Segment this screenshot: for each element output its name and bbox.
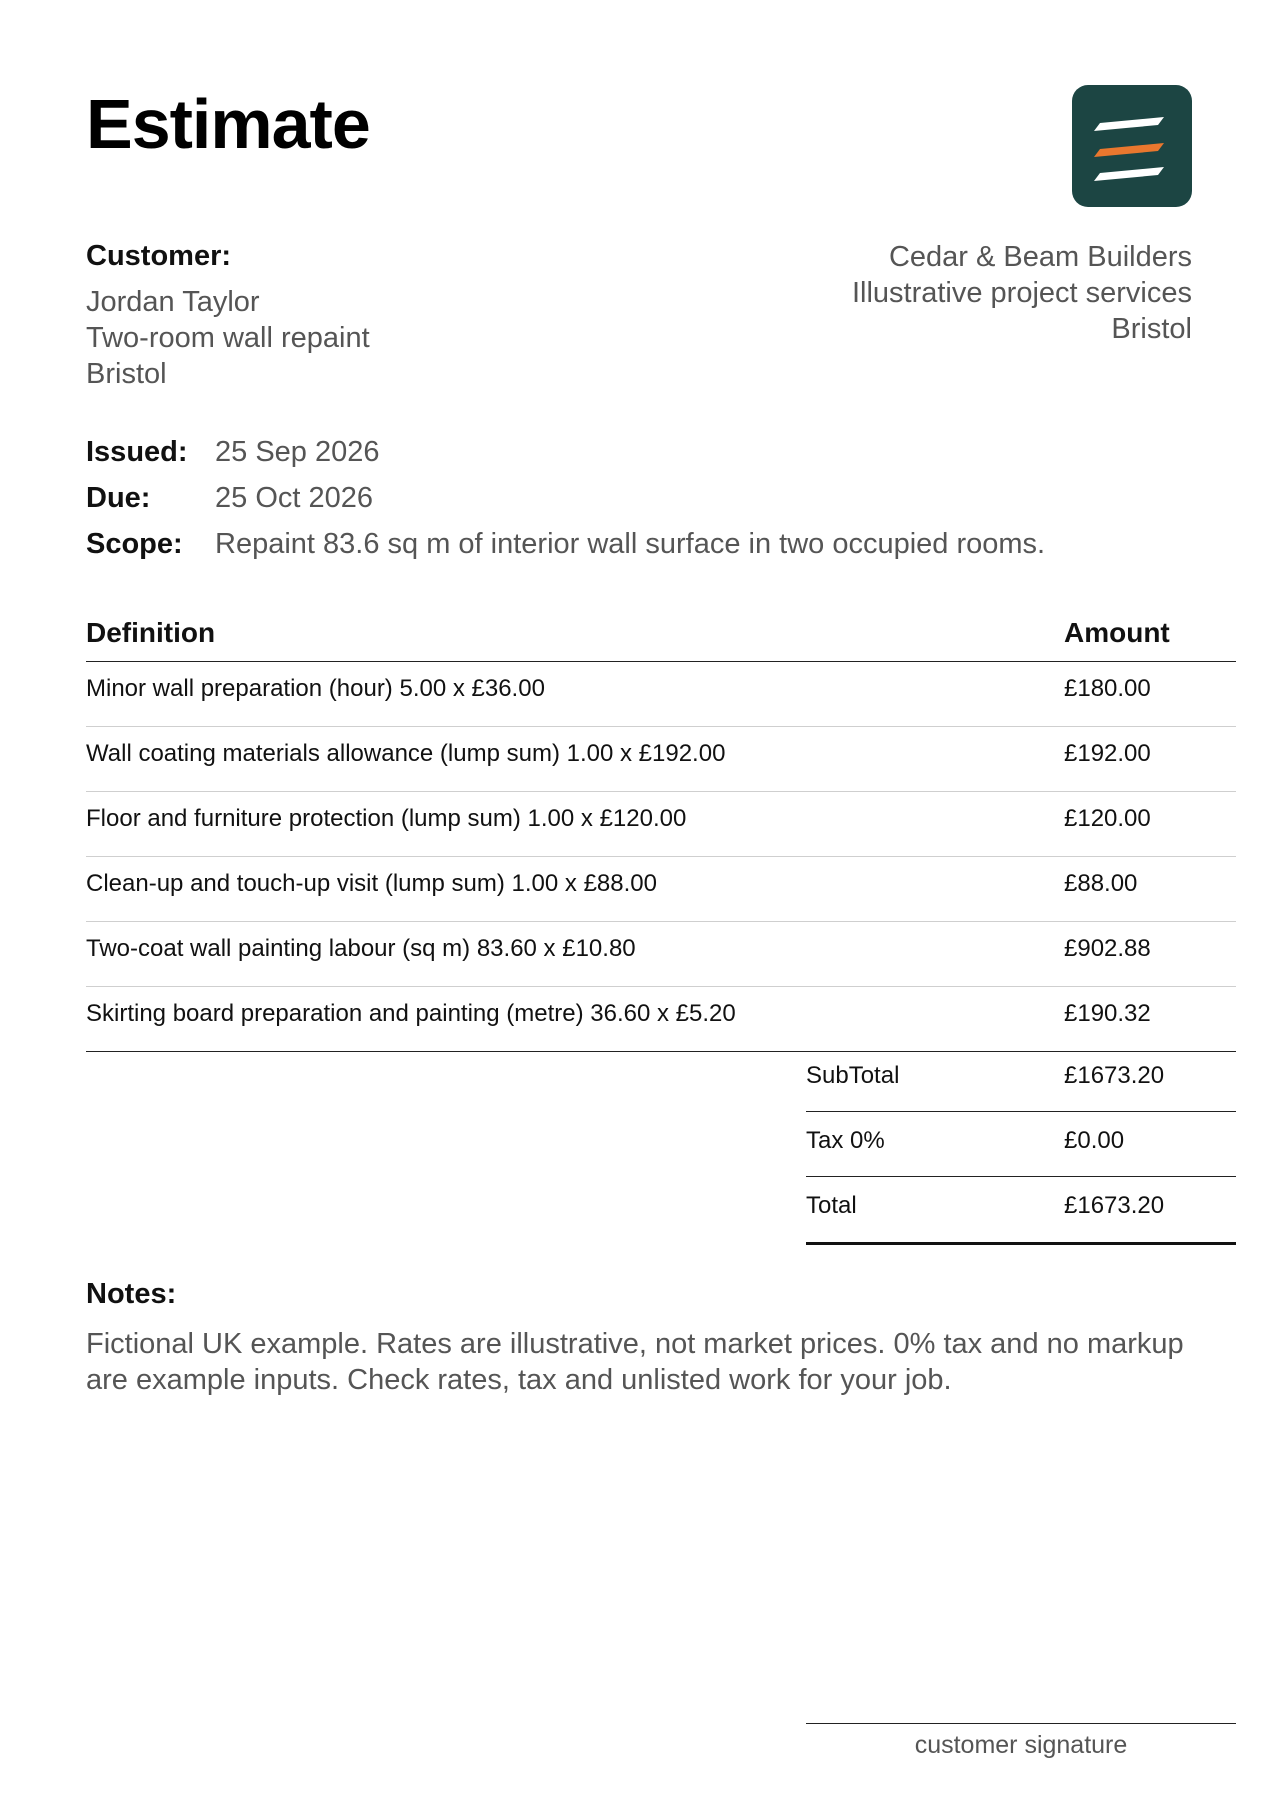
scope-row bbox=[86, 524, 1236, 564]
row-definition: Wall coating materials allowance (lump sum) 1.00 x £192.00 bbox=[86, 740, 726, 767]
due-value: 25 Oct 2026 bbox=[215, 482, 373, 514]
due-label: Due: bbox=[86, 482, 151, 514]
line-items-table bbox=[86, 615, 1236, 1052]
tax-row bbox=[806, 1112, 1236, 1177]
company-logo bbox=[1072, 85, 1192, 207]
row-definition: Minor wall preparation (hour) 5.00 x £36.00 bbox=[86, 675, 545, 702]
company-name: Cedar & Beam Builders bbox=[888, 241, 1192, 273]
table-row bbox=[86, 922, 1236, 987]
scope-value: Repaint 83.6 sq m of interior wall surface in two occupied rooms. bbox=[215, 528, 1046, 560]
subtotal-value: £1673.20 bbox=[1064, 1062, 1165, 1089]
customer-block bbox=[86, 284, 370, 392]
issued-label: Issued: bbox=[86, 436, 188, 468]
column-header-amount: Amount bbox=[1064, 617, 1170, 648]
company-block bbox=[672, 239, 1192, 347]
table-row bbox=[86, 727, 1236, 792]
row-definition: Floor and furniture protection (lump sum) 1.00 x £120.00 bbox=[86, 805, 687, 832]
column-header-definition: Definition bbox=[86, 617, 216, 648]
table-row bbox=[86, 662, 1236, 727]
tax-value: £0.00 bbox=[1064, 1127, 1125, 1154]
row-amount: £180.00 bbox=[1064, 675, 1151, 702]
table-row bbox=[86, 792, 1236, 857]
total-label: Total bbox=[806, 1192, 857, 1219]
subtotal-label: SubTotal bbox=[806, 1062, 900, 1089]
scope-label: Scope: bbox=[86, 528, 183, 560]
row-definition: Two-coat wall painting labour (sq m) 83.60 x £10.80 bbox=[86, 935, 636, 962]
company-city: Bristol bbox=[1111, 313, 1192, 345]
row-amount: £902.88 bbox=[1064, 935, 1151, 962]
notes-text: Fictional UK example. Rates are illustrative, not market prices. 0% tax and no markup are example inputs. Check rates, tax and unlisted work for your job. bbox=[86, 1328, 1184, 1396]
customer-name: Jordan Taylor bbox=[86, 286, 260, 318]
notes-label: Notes: bbox=[86, 1278, 177, 1310]
stacked-planks-logo-icon bbox=[1072, 85, 1192, 207]
row-amount: £190.32 bbox=[1064, 1000, 1151, 1027]
company-tagline: Illustrative project services bbox=[851, 277, 1192, 309]
subtotal-row bbox=[806, 1047, 1236, 1112]
row-definition: Clean-up and touch-up visit (lump sum) 1.00 x £88.00 bbox=[86, 870, 657, 897]
total-row bbox=[806, 1177, 1236, 1245]
document-title: Estimate bbox=[86, 85, 370, 163]
table-header bbox=[86, 615, 1236, 662]
issued-value: 25 Sep 2026 bbox=[215, 436, 380, 468]
signature-label: customer signature bbox=[914, 1731, 1128, 1759]
row-amount: £192.00 bbox=[1064, 740, 1151, 767]
table-row bbox=[86, 987, 1236, 1052]
row-amount: £88.00 bbox=[1064, 870, 1138, 897]
customer-label: Customer: bbox=[86, 240, 232, 272]
table-row bbox=[86, 857, 1236, 922]
totals-block bbox=[806, 1047, 1236, 1245]
signature-line bbox=[806, 1723, 1236, 1724]
customer-project: Two-room wall repaint bbox=[86, 322, 370, 354]
total-value: £1673.20 bbox=[1064, 1192, 1165, 1219]
tax-label: Tax 0% bbox=[806, 1127, 885, 1154]
customer-city: Bristol bbox=[86, 358, 167, 390]
row-definition: Skirting board preparation and painting (metre) 36.60 x £5.20 bbox=[86, 1000, 736, 1027]
row-amount: £120.00 bbox=[1064, 805, 1151, 832]
